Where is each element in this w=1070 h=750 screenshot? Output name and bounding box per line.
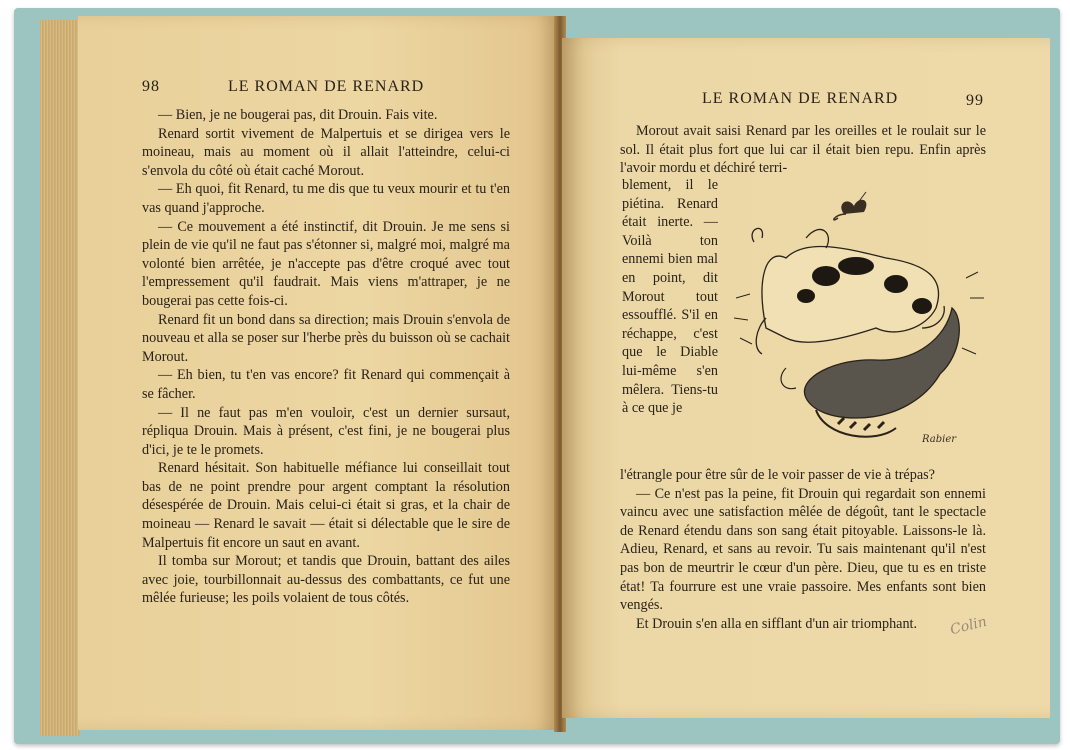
paragraph: — Eh quoi, fit Renard, tu me dis que tu veux mourir et tu t'en vas quand j'approche. xyxy=(142,181,510,216)
paragraph: Et Drouin s'en alla en sifflant d'un air triomphant. xyxy=(636,615,918,632)
paragraph: Morout avait saisi Renard par les oreilles et le roulait sur le sol. Il était plus fort que lui car il était bien repu. Enfin après l'avoir mordu et déchiré terri- xyxy=(620,123,986,177)
right-text xyxy=(620,466,986,633)
illustration-signature: Rabier xyxy=(922,434,957,445)
left-page-number: 98 xyxy=(142,78,160,95)
paragraph: l'étrangle pour être sûr de le voir passer de vie à trépas? xyxy=(620,467,935,483)
right-page-number: 99 xyxy=(966,92,984,109)
left-running-title: LE ROMAN DE RENARD xyxy=(228,78,425,95)
handwritten-note: Colin xyxy=(948,613,989,639)
paragraph: Renard sortit vivement de Malpertuis et se dirigea vers le moineau, mais au moment où il allait l'atteindre, celui-ci s'envola du côté où était caché Morout. xyxy=(142,125,510,179)
right-running-title: LE ROMAN DE RENARD xyxy=(702,90,899,107)
paragraph: blement, il le piétina. Renard était inerte. —Voilà ton ennemi bien mal en point, dit Morout tout essoufflé. S'il en réchappe, c'est que le Diable lui-même s'en mêlera. Tiens-tu à ce que je xyxy=(622,177,718,417)
dog-drawing xyxy=(752,228,944,354)
paragraph: — Ce mouvement a été instinctif, dit Drouin. Je me sens si plein de vie qu'il ne faut pas s'étonner si, malgré moi, malgré ma volonté bien arrêtée, je n'accepte pas d'être croqué avec tout l'empressement qu'il faudrait. Mais viens m'attraper, je ne bougerai pas cette fois-ci. xyxy=(142,218,510,309)
fight-illustration xyxy=(726,178,988,448)
right-page xyxy=(562,38,1050,718)
float-text-column xyxy=(622,176,718,418)
paragraph: Renard hésitait. Son habituelle méfiance lui conseillait tout bas de ne point prendre pour argent comptant la résolution désespérée de Drouin. Mais celui-ci était si gras, et la chair de moineau — Renard le savait — était si délectable que le sire de Malpertuis fit encore un saut en avant. xyxy=(142,460,510,551)
left-page xyxy=(78,16,558,730)
page-edges xyxy=(40,20,80,736)
paragraph: Il tomba sur Morout; et tandis que Drouin, battant des ailes avec joie, tourbillonnait au-dessus des combattants, ce fut une mêlée furieuse; les poils volaient de tous côtés. xyxy=(142,553,510,607)
paragraph: Renard fit un bond dans sa direction; mais Drouin s'envola de nouveau et alla se poser sur l'herbe près du buisson où se cachait Morout. xyxy=(142,311,510,365)
paragraph: — Ce n'est pas la peine, fit Drouin qui regardait son ennemi vaincu avec une satisfaction mêlée de dégoût, tant le spectacle de Renard étendu dans son sang était pitoyable. Laissons-le là. Adieu, Renard, et sans au revoir. Tu sais maintenant qu'il n'est pas bon de meurtrir le cœur d'un père. Dieu, que tu es en triste état! Ta fourrure est une vraie passoire. Mes enfants sont bien vengés. xyxy=(620,485,986,614)
right-intro xyxy=(620,122,986,178)
left-text xyxy=(142,106,510,608)
paragraph: — Eh bien, tu t'en vas encore? fit Renard qui commençait à se fâcher. xyxy=(142,367,510,402)
butterfly-drawing xyxy=(834,192,867,220)
paragraph: — Il ne faut pas m'en vouloir, c'est un dernier sursaut, répliqua Drouin. Mais à présent, c'est fini, je ne bougerai plus d'ici, je te le promets. xyxy=(142,404,510,458)
paragraph: — Bien, je ne bougerai pas, dit Drouin. Fais vite. xyxy=(158,107,438,123)
